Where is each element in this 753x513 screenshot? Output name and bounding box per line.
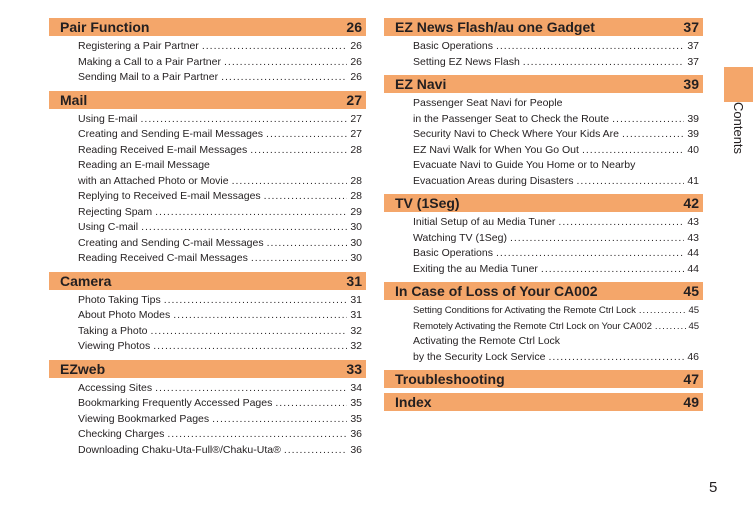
dot-leader bbox=[212, 412, 347, 428]
entry-page: 26 bbox=[350, 55, 362, 68]
entry-page: 35 bbox=[350, 412, 362, 425]
toc-section bbox=[49, 272, 366, 360]
entry-title: Initial Setup of au Media Tuner bbox=[413, 216, 556, 228]
section-header[interactable] bbox=[49, 91, 366, 109]
entry-page: 31 bbox=[350, 309, 362, 321]
dot-leader bbox=[250, 143, 347, 159]
entry-title: Activating the Remote Ctrl Lock bbox=[413, 335, 561, 347]
entry-title: Viewing Photos bbox=[78, 340, 151, 352]
entry-title: Accessing Sites bbox=[78, 381, 153, 394]
entry-title: Exiting the au Media Tuner bbox=[413, 262, 538, 275]
entry-title: Reading Received E-mail Messages bbox=[78, 143, 248, 156]
entry-title: Photo Taking Tips bbox=[78, 293, 161, 306]
entry-title: Reading an E-mail Message bbox=[78, 159, 210, 171]
section-page: 49 bbox=[683, 394, 699, 410]
toc-entry[interactable] bbox=[78, 39, 362, 55]
dot-leader bbox=[612, 112, 684, 128]
entry-page: 37 bbox=[687, 40, 699, 52]
section-title: Mail bbox=[60, 91, 88, 108]
entry-title: Making a Call to a Pair Partner bbox=[78, 55, 221, 68]
entry-page: 34 bbox=[350, 381, 362, 394]
toc-section bbox=[384, 393, 703, 416]
section-header[interactable] bbox=[49, 272, 366, 290]
toc-section bbox=[49, 360, 366, 464]
entry-page: 31 bbox=[350, 293, 362, 306]
toc-section bbox=[384, 18, 703, 75]
entry-page: 26 bbox=[350, 40, 362, 52]
toc-entry[interactable] bbox=[413, 319, 699, 335]
side-label-contents: Contents bbox=[731, 102, 746, 155]
entry-page: 44 bbox=[687, 247, 699, 259]
dot-leader bbox=[221, 70, 347, 86]
entry-title: Creating and Sending E-mail Messages bbox=[78, 128, 264, 140]
section-title: EZweb bbox=[60, 360, 106, 377]
entry-title: Evacuation Areas during Disasters bbox=[413, 174, 574, 187]
entry-page: 28 bbox=[350, 143, 362, 156]
dot-leader bbox=[622, 127, 684, 143]
entry-page: 35 bbox=[350, 397, 362, 409]
toc-entry[interactable] bbox=[413, 112, 699, 128]
section-header[interactable] bbox=[384, 282, 703, 300]
section-header[interactable] bbox=[49, 360, 366, 378]
entry-title: Security Navi to Check Where Your Kids Are bbox=[413, 128, 620, 140]
toc-entry[interactable] bbox=[413, 158, 699, 174]
entry-title: Viewing Bookmarked Pages bbox=[78, 412, 210, 425]
section-page: 31 bbox=[346, 272, 362, 289]
section-title: EZ News Flash/au one Gadget bbox=[395, 19, 595, 35]
toc-entry[interactable] bbox=[413, 246, 699, 262]
entry-page: 45 bbox=[688, 305, 699, 316]
toc-entry[interactable] bbox=[78, 174, 362, 190]
dot-leader bbox=[496, 39, 684, 55]
dot-leader bbox=[264, 189, 348, 205]
toc-entry[interactable] bbox=[78, 412, 362, 428]
entry-title: Creating and Sending C-mail Messages bbox=[78, 236, 264, 249]
entry-page: 44 bbox=[687, 262, 699, 275]
toc-entry[interactable] bbox=[78, 381, 362, 397]
entry-title: Watching TV (1Seg) bbox=[413, 231, 507, 244]
entry-title: Evacuate Navi to Guide You Home or to Nearby bbox=[413, 159, 636, 171]
dot-leader bbox=[548, 350, 684, 366]
entry-title: Bookmarking Frequently Accessed Pages bbox=[78, 397, 273, 409]
entry-title: Setting EZ News Flash bbox=[413, 55, 520, 68]
section-title: TV (1Seg) bbox=[395, 195, 460, 211]
dot-leader bbox=[224, 55, 347, 71]
dot-leader bbox=[267, 236, 348, 252]
toc-entry[interactable] bbox=[413, 174, 699, 190]
section-page: 39 bbox=[683, 76, 699, 92]
dot-leader bbox=[150, 324, 347, 340]
toc-entry[interactable] bbox=[78, 189, 362, 205]
toc-left-column bbox=[49, 18, 366, 463]
toc-entry[interactable] bbox=[78, 308, 362, 324]
entry-title: Basic Operations bbox=[413, 247, 493, 259]
section-title: Troubleshooting bbox=[395, 371, 505, 387]
entry-page: 27 bbox=[350, 128, 362, 140]
toc-entry[interactable] bbox=[413, 262, 699, 278]
dot-leader bbox=[164, 293, 348, 309]
toc-entry[interactable] bbox=[78, 112, 362, 128]
entry-page: 30 bbox=[350, 252, 362, 264]
toc-section bbox=[384, 370, 703, 393]
toc-entry[interactable] bbox=[78, 251, 362, 267]
dot-leader bbox=[523, 55, 685, 71]
entry-page: 37 bbox=[687, 55, 699, 68]
toc-section bbox=[384, 194, 703, 282]
toc-section bbox=[384, 282, 703, 370]
entry-page: 39 bbox=[687, 128, 699, 140]
entry-title: Remotely Activating the Remote Ctrl Lock on Your CA002 bbox=[413, 320, 652, 332]
toc-entry[interactable] bbox=[78, 55, 362, 71]
section-title: In Case of Loss of Your CA002 bbox=[395, 283, 598, 299]
entry-page: 43 bbox=[687, 216, 699, 228]
toc-entry[interactable] bbox=[78, 158, 362, 174]
dot-leader bbox=[266, 127, 347, 143]
toc-entry[interactable] bbox=[78, 205, 362, 221]
entry-title: Using E-mail bbox=[78, 112, 138, 125]
toc-entry[interactable] bbox=[78, 70, 362, 86]
section-header[interactable] bbox=[384, 194, 703, 212]
section-title: EZ Navi bbox=[395, 76, 447, 92]
toc-entry[interactable] bbox=[413, 231, 699, 247]
dot-leader bbox=[141, 220, 347, 236]
entry-title: Reading Received C-mail Messages bbox=[78, 252, 248, 264]
toc-entry[interactable] bbox=[413, 350, 699, 366]
entry-page: 28 bbox=[350, 174, 362, 187]
entry-title: Using C-mail bbox=[78, 221, 139, 233]
dot-leader bbox=[655, 319, 686, 335]
entry-title: Sending Mail to a Pair Partner bbox=[78, 71, 219, 83]
toc-entry[interactable] bbox=[413, 127, 699, 143]
entry-page: 32 bbox=[350, 340, 362, 352]
section-page: 47 bbox=[683, 371, 699, 387]
page-number: 5 bbox=[709, 479, 718, 496]
section-page: 45 bbox=[683, 283, 699, 299]
toc-entry[interactable] bbox=[78, 127, 362, 143]
entry-page: 30 bbox=[350, 221, 362, 233]
entry-page: 29 bbox=[350, 205, 362, 218]
entry-title: by the Security Lock Service bbox=[413, 350, 546, 363]
dot-leader bbox=[577, 174, 685, 190]
entry-page: 45 bbox=[688, 320, 699, 332]
entry-page: 36 bbox=[350, 443, 362, 456]
entry-title: About Photo Modes bbox=[78, 309, 171, 321]
section-header[interactable] bbox=[384, 18, 703, 36]
toc-entry[interactable] bbox=[413, 143, 699, 159]
toc-entry[interactable] bbox=[78, 324, 362, 340]
dot-leader bbox=[251, 251, 347, 267]
section-title: Pair Function bbox=[60, 19, 150, 35]
entry-title: Passenger Seat Navi for People bbox=[413, 97, 563, 109]
toc-entry[interactable] bbox=[78, 396, 362, 412]
section-page: 26 bbox=[346, 19, 362, 35]
entry-page: 36 bbox=[350, 428, 362, 440]
toc-entry[interactable] bbox=[78, 427, 362, 443]
dot-leader bbox=[141, 112, 348, 128]
toc-entry[interactable] bbox=[413, 96, 699, 112]
toc-entry[interactable] bbox=[413, 215, 699, 231]
toc-entry[interactable] bbox=[413, 334, 699, 350]
dot-leader bbox=[153, 339, 347, 355]
toc-entry[interactable] bbox=[78, 339, 362, 355]
section-header[interactable] bbox=[384, 75, 703, 93]
dot-leader bbox=[510, 231, 684, 247]
entry-title: Setting Conditions for Activating the Remote Ctrl Lock bbox=[413, 305, 636, 316]
dot-leader bbox=[173, 308, 347, 324]
entry-page: 40 bbox=[687, 143, 699, 156]
entry-title: with an Attached Photo or Movie bbox=[78, 174, 229, 187]
entry-title: Taking a Photo bbox=[78, 324, 148, 337]
entry-title: EZ Navi Walk for When You Go Out bbox=[413, 143, 579, 156]
entry-title: Basic Operations bbox=[413, 40, 493, 52]
entry-page: 30 bbox=[350, 236, 362, 249]
section-title: Index bbox=[395, 394, 432, 410]
entry-page: 39 bbox=[687, 112, 699, 125]
entry-page: 41 bbox=[687, 174, 699, 187]
dot-leader bbox=[582, 143, 684, 159]
toc-section bbox=[384, 75, 703, 194]
entry-title: Replying to Received E-mail Messages bbox=[78, 190, 261, 202]
toc-entry[interactable] bbox=[78, 236, 362, 252]
entry-title: Downloading Chaku-Uta-Full®/Chaku-Uta® bbox=[78, 443, 281, 456]
dot-leader bbox=[275, 396, 347, 412]
section-page: 37 bbox=[683, 19, 699, 35]
entry-page: 28 bbox=[350, 190, 362, 202]
dot-leader bbox=[541, 262, 684, 278]
toc-entry[interactable] bbox=[78, 220, 362, 236]
toc-entry[interactable] bbox=[413, 55, 699, 71]
entry-title: Checking Charges bbox=[78, 428, 165, 440]
section-title: Camera bbox=[60, 272, 112, 289]
section-header[interactable] bbox=[384, 370, 703, 388]
chapter-tab-marker bbox=[724, 67, 753, 102]
entry-title: Registering a Pair Partner bbox=[78, 40, 199, 52]
toc-entry[interactable] bbox=[78, 293, 362, 309]
section-page: 42 bbox=[683, 195, 699, 211]
entry-page: 43 bbox=[687, 231, 699, 244]
dot-leader bbox=[202, 39, 348, 55]
dot-leader bbox=[167, 427, 347, 443]
section-header[interactable] bbox=[49, 18, 366, 36]
dot-leader bbox=[639, 303, 686, 319]
dot-leader bbox=[232, 174, 348, 190]
dot-leader bbox=[155, 381, 347, 397]
dot-leader bbox=[558, 215, 684, 231]
dot-leader bbox=[284, 443, 348, 459]
toc-entry[interactable] bbox=[78, 143, 362, 159]
toc-entry[interactable] bbox=[413, 39, 699, 55]
entry-title: in the Passenger Seat to Check the Route bbox=[413, 112, 610, 125]
toc-right-column bbox=[384, 18, 703, 416]
entry-title: Rejecting Spam bbox=[78, 205, 153, 218]
toc-section bbox=[49, 91, 366, 272]
entry-page: 26 bbox=[350, 71, 362, 83]
section-page: 33 bbox=[346, 360, 362, 377]
entry-page: 32 bbox=[350, 324, 362, 337]
section-header[interactable] bbox=[384, 393, 703, 411]
toc-section bbox=[49, 18, 366, 91]
toc-entry[interactable] bbox=[78, 443, 362, 459]
section-page: 27 bbox=[346, 91, 362, 108]
entry-page: 46 bbox=[687, 350, 699, 363]
dot-leader bbox=[155, 205, 347, 221]
dot-leader bbox=[496, 246, 684, 262]
entry-page: 27 bbox=[350, 112, 362, 125]
toc-entry[interactable] bbox=[413, 303, 699, 319]
